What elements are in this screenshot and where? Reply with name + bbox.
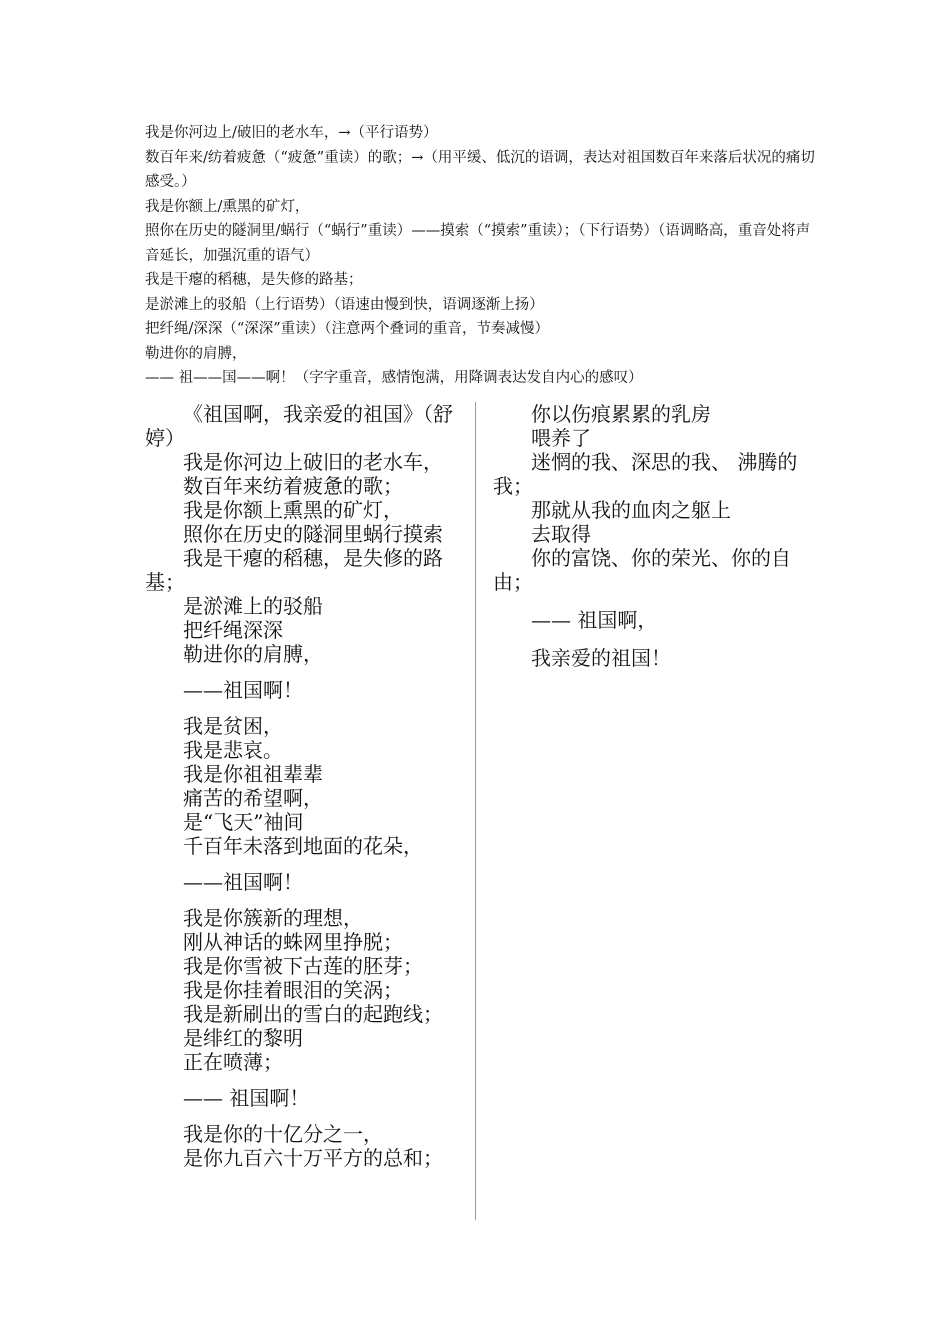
poem-line: 是淤滩上的驳船 (183, 594, 323, 618)
note-line: —— 祖——国——啊！（字字重音，感情饱满，用降调表达发自内心的感叹） (145, 370, 643, 386)
poem-line: 数百年来纺着疲惫的歌； (183, 474, 403, 498)
note-line: 我是干瘪的稻穗，是失修的路基； (145, 272, 363, 288)
note-line: 勒进你的肩膊， (145, 345, 247, 362)
poem-line: 你以伤痕累累的乳房 (531, 402, 711, 426)
poem-refrain: —— 祖国啊， (531, 608, 658, 632)
poem-line: 迷惘的我、深思的我、 沸腾的我； (493, 450, 798, 498)
poem-line: 是绯红的黎明 (183, 1026, 303, 1050)
poem-line: 痛苦的希望啊， (183, 786, 323, 810)
poem-line: 我是你祖祖辈辈 (183, 762, 323, 786)
poem-line: 我是你挂着眼泪的笑涡； (183, 978, 403, 1002)
note-line: 我是你河边上/破旧的老水车，→（平行语势） (145, 125, 438, 141)
column-divider (475, 402, 476, 1220)
poem-refrain: ——祖国啊！ (183, 678, 303, 702)
poem-line: 照你在历史的隧洞里蜗行摸索 (183, 522, 443, 546)
poem-right-column (493, 402, 813, 670)
note-line: 照你在历史的隧洞里/蜗行（“蜗行”重读）——摸索（“摸索”重读）；（下行语势）（语调略高，重音处将声音延长，加强沉重的语气） (145, 223, 811, 264)
poem-line: 你的富饶、你的荣光、你的自由； (493, 546, 791, 594)
poem-line: 千百年未落到地面的花朵， (183, 834, 423, 858)
poem-line: 我是新刷出的雪白的起跑线； (183, 1002, 443, 1026)
poem-line: 那就从我的血肉之躯上 (531, 498, 731, 522)
poem-line: 喂养了 (531, 426, 591, 450)
note-line: 是淤滩上的驳船（上行语势）（语速由慢到快，语调逐渐上扬） (145, 296, 544, 313)
poem-line: 是“飞天”袖间 (183, 810, 304, 834)
poem-line: 勒进你的肩膊， (183, 642, 323, 666)
poem-line: 我是你额上熏黑的矿灯， (183, 498, 403, 522)
poem-line: 我是你雪被下古莲的胚芽； (183, 954, 423, 978)
poem-line: 刚从神话的蛛网里挣脱； (183, 930, 403, 954)
poem-line: 我亲爱的祖国！ (531, 646, 671, 670)
poem-line: 正在喷薄； (183, 1050, 283, 1074)
reading-notes (145, 121, 815, 391)
poem-line: 是你九百六十万平方的总和； (183, 1146, 443, 1170)
poem-line: 我是悲哀。 (183, 738, 283, 762)
poem-line: 我是贫困， (183, 714, 283, 738)
poem-line: 我是你的十亿分之一， (183, 1122, 383, 1146)
poem-refrain: —— 祖国啊！ (183, 1086, 310, 1110)
note-line: 把纤绳/深深（“深深”重读）（注意两个叠词的重音，节奏减慢） (145, 321, 549, 337)
poem-line: 把纤绳深深 (183, 618, 283, 642)
poem-line: 我是干瘪的稻穗，是失修的路基； (145, 546, 443, 594)
poem-refrain: ——祖国啊！ (183, 870, 303, 894)
poem-line: 我是你簇新的理想， (183, 906, 363, 930)
note-line: 我是你额上/熏黑的矿灯， (145, 198, 310, 215)
poem-line: 我是你河边上破旧的老水车， (183, 450, 443, 474)
poem-line: 去取得 (531, 522, 591, 546)
poem-title: 《祖国啊，我亲爱的祖国》（舒婷） (145, 402, 453, 450)
poem-left-column (145, 402, 463, 1170)
note-line: 数百年来/纺着疲惫（“疲惫”重读）的歌；→（用平缓、低沉的语调，表达对祖国数百年来落后状况的痛切感受。） (145, 149, 815, 190)
